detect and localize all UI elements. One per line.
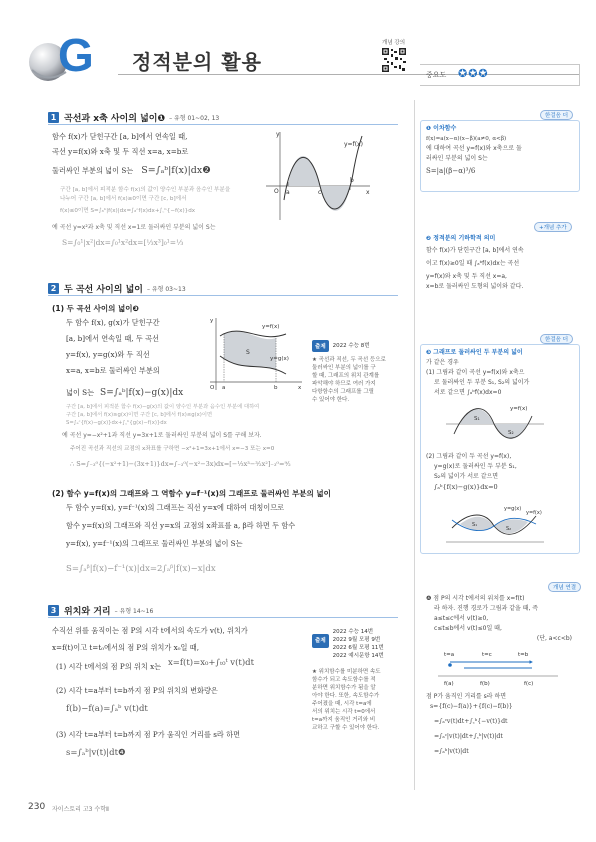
section-3-exam-star <box>312 668 402 732</box>
sidebar-tag-4: 개념 연결 <box>548 582 581 592</box>
note3-g1-f-label: y=f(x) <box>510 406 528 412</box>
section-3-intro <box>52 624 307 654</box>
section-3-exam-4: 2022 예시문항 14번 <box>332 653 384 659</box>
section-3-exam-1: 2022 수능 14번 <box>332 629 374 635</box>
section-2-item-1-formula-label: 넓이 S는 <box>66 388 95 397</box>
section-2-item-1-line-3: y=f(x), y=g(x)와 두 직선 <box>66 350 150 359</box>
sidebar-note-3-title: ❸ 그래프로 둘러싸인 두 부분의 넓이 <box>426 349 523 356</box>
section-1-number: 1 <box>48 112 59 123</box>
section-2-item-2-line-3: y=f(x), y=f⁻¹(x)의 그래프로 둘러싸인 부분의 넓이 S는 <box>66 539 243 548</box>
section-2-exam-text: 2022 수능 8번 <box>332 343 370 349</box>
section-3-star-line-5: 주어졌을 때, 시각 t=a에 <box>312 701 372 707</box>
section-3-star-line-3: 분하면 위치함수가 됨을 알 <box>312 685 376 691</box>
sidebar-note-3-l2-2: y=g(x)로 둘러싸인 두 부분 S₁, <box>434 463 517 470</box>
sidebar-note-3-graph-2 <box>440 500 550 550</box>
area-under-curve-graph <box>262 128 374 224</box>
sidebar-note-3 <box>426 348 578 398</box>
sidebar-note-1-line-2: 에 대하여 곡선 y=f(x)와 x축으로 둘 <box>426 145 522 152</box>
section-2-item-1-note <box>66 403 326 427</box>
sidebar-note-2-line-3: y=f(x)와 x축 및 두 직선 x=a, <box>426 273 507 280</box>
section-2-number: 2 <box>48 283 59 294</box>
section-3-intro-line-1: 수직선 위를 움직이는 점 P의 시각 t에서의 속도가 v(t), 위치가 <box>52 626 248 635</box>
note4-f-c: f(c) <box>524 681 534 687</box>
section-3-title: 위치와 거리 <box>64 607 111 617</box>
sidebar-note-2-line-2: 이고 f(x)≥0일 때 ∫ₐᵇf(x)dx는 곡선 <box>426 260 520 267</box>
section-2-item-1-line-1: 두 함수 f(x), g(x)가 닫힌구간 <box>66 318 160 327</box>
sidebar-note-4-f3: =∫ₐᶜ|v(t)|dt+∫꜀ᵇ|v(t)|dt <box>434 733 503 740</box>
section-1-definition <box>52 130 282 177</box>
sidebar-tag-3: 한걸음 더 <box>540 334 573 344</box>
section-1-line-2: 곡선 y=f(x)와 x축 및 두 직선 x=a, x=b로 <box>52 147 189 156</box>
sidebar-note-3-graph-1 <box>440 398 550 450</box>
section-3-heading <box>48 604 153 617</box>
section-2-example-line-1: 예 곡선 y=−x²+1과 직선 y=3x+1로 둘러싸인 부분의 넓이 S를 구해 보자. <box>62 432 262 439</box>
section-2-item-2-body <box>66 501 406 550</box>
section-2-item-1-body <box>66 316 216 377</box>
section-1-line-3 <box>52 164 282 177</box>
graph-2-x-label: x <box>298 385 302 391</box>
section-2-star-line-2: 둘러싸인 부분의 넓이를 구 <box>312 365 376 371</box>
section-2-exam-tag <box>312 340 370 352</box>
graph-1-curve-label: y=f(x) <box>344 141 363 148</box>
section-2-exam-star <box>312 356 400 404</box>
section-2-item-2-title: (2) 함수 y=f(x)의 그래프와 그 역함수 y=f⁻¹(x)의 그래프로 둘러싸인 부분의 넓이 <box>52 489 331 498</box>
sidebar-note-4-line-3: a≤t≤c에서 v(t)≥0, <box>434 615 489 622</box>
section-3-star-line-2: 함수가 되고 속도함수를 적 <box>312 677 376 683</box>
graph-1-c: c <box>318 189 322 196</box>
sidebar-note-1-line-3: 러싸인 부분의 넓이 S는 <box>426 155 488 162</box>
note3-g2-s2-label: S₂ <box>506 526 512 532</box>
section-1-note-2: 나누어 구간 [a, b]에서 f(x)≥0이면 구간 [c, b]에서 <box>60 196 187 202</box>
section-2-item-1-title: (1) 두 곡선 사이의 넓이❸ <box>52 304 139 313</box>
section-3-number: 3 <box>48 605 59 616</box>
sidebar-note-4-f2: =∫ₐᶜv(t)dt+∫꜀ᵇ{−v(t)}dt <box>434 718 508 725</box>
section-2-item-1-line-2: [a, b]에서 연속일 때, 두 곡선 <box>66 334 159 343</box>
note4-point-p <box>448 663 452 667</box>
section-2-title: 두 곡선 사이의 넓이 <box>64 285 143 295</box>
sidebar-note-3-l2-4: ∫ₐᵇ{f(x)−g(x)}dx=0 <box>434 483 498 491</box>
importance-label: 중요도 <box>426 71 447 79</box>
section-2-star-line-6: 수 있어야 한다. <box>312 397 350 403</box>
section-1-line-1: 함수 f(x)가 닫힌구간 [a, b]에서 연속일 때, <box>52 132 188 141</box>
section-3-exam-2: 2022 9월 모평 9번 <box>332 637 381 643</box>
section-1-heading <box>48 111 219 124</box>
page-title: 정적분의 활용 <box>132 50 262 74</box>
section-3-exam-list <box>333 628 384 660</box>
section-3-intro-line-2: x=f(t)이고 t=t₀에서의 점 P의 위치가 x₀일 때, <box>52 643 199 652</box>
section-3-exam-tag <box>312 628 384 660</box>
note4-t-c: t=c <box>482 652 492 658</box>
section-2-star-line-5: 다항함수의 그래프를 그릴 <box>312 389 374 395</box>
graph-1-origin: O <box>274 188 279 195</box>
sidebar-tag-1: 한걸음 더 <box>540 110 573 120</box>
section-2-star-line-1: ★ 곡선과 직선, 두 곡선 등으로 <box>312 357 386 363</box>
section-3-exam-3: 2022 6월 모평 11번 <box>332 645 384 651</box>
book-title: 자이스토리 고3 수학Ⅱ <box>52 806 109 813</box>
note4-t-b: t=b <box>518 652 529 658</box>
section-3-item-2: (2) 시각 t=a부터 t=b까지 점 P의 위치의 변화량은 <box>56 686 218 695</box>
graph-2-y-label: y <box>210 318 214 324</box>
section-1-note-3: f(x)≤0이면 S=∫ₐᵇ|f(x)|dx=∫ₐᶜf(x)dx+∫꜀ᵇ{−f(x)}dx <box>60 208 196 214</box>
sidebar-note-2 <box>426 234 578 292</box>
section-2-item-1-formula-row <box>66 388 183 398</box>
note3-g2-g-label: y=g(x) <box>504 506 522 512</box>
sidebar-note-4-after: 점 P가 움직인 거리를 s라 하면 <box>426 693 507 700</box>
qr-label: 개념 강의 <box>382 40 406 46</box>
section-3-item-1-formula: x=f(t)=x₀+∫ₜ₀ᵗ v(t)dt <box>168 658 254 668</box>
section-3-item-2-formula: f(b)−f(a)=∫ₐᵇ v(t)dt <box>66 704 148 714</box>
section-1-rule <box>48 124 398 125</box>
sidebar-note-4-derivation <box>426 692 578 757</box>
area-between-curves-graph <box>206 314 306 394</box>
sidebar-note-1-formula: S=|a|(β−α)³/6 <box>426 167 476 175</box>
sidebar-note-4-path-diagram <box>434 648 564 688</box>
section-3-item-3: (3) 시각 t=a부터 t=b까지 점 P가 움직인 거리를 s라 하면 <box>56 730 241 739</box>
section-2-types: – 유형 03~13 <box>146 286 186 293</box>
section-3-star-line-7: t=a까지 움직인 거리와 비 <box>312 717 376 723</box>
sidebar-note-1-title: ❶ 이차함수 <box>426 125 457 132</box>
section-3-star-line-6: 서의 위치는 시각 t=0에서 <box>312 709 376 715</box>
sidebar-note-4-f1: s={f(c)−f(a)}+{f(c)−f(b)} <box>430 703 513 710</box>
sidebar-note-3-l1-3: 서로 같으면 ∫ₐᵇf(x)dx=0 <box>434 389 502 396</box>
graph-2-g-label: y=g(x) <box>270 356 289 362</box>
section-2-item-1-note-1: 구간 [a, b]에서 피적분 함수 f(x)−g(x)의 값이 양수인 부분과 음수인 부분에 대하여 <box>66 404 260 410</box>
note4-t-a: t=a <box>444 652 455 658</box>
note4-f-a: f(a) <box>444 681 454 687</box>
section-2-example-formula: ∴ S=∫₋₃⁰{(−x²+1)−(3x+1)}dx=∫₋₃⁰(−x²−3x)dx=[−⅓x³−³⁄₂x²]₋₃⁰=⁹⁄₂ <box>70 460 291 468</box>
section-2-item-1-note-3: S=∫ₐᶜ{f(x)−g(x)}dx+∫꜀ᵇ{g(x)−f(x)}dx <box>66 420 167 426</box>
section-3-types: – 유형 14~16 <box>114 608 154 615</box>
section-3-star-line-8: 교하고 구할 수 있어야 한다. <box>312 725 380 731</box>
graph-1-y-label: y <box>276 131 280 138</box>
section-2-rule <box>48 295 398 296</box>
section-1-example-formula: S=∫₀¹|x²|dx=∫₀¹x²dx=[⅓x³]₀¹=⅓ <box>62 238 184 247</box>
section-1-note-1: 구간 [a, b]에서 피적분 함수 f(x)의 값이 양수인 부분과 음수인 부분을 <box>60 187 231 193</box>
note4-f-b: f(b) <box>480 681 490 687</box>
graph-2-s-label: S <box>246 349 250 356</box>
sidebar-note-4 <box>426 594 578 644</box>
section-3-exam-badge: 출제 <box>312 634 329 648</box>
section-3-rule <box>48 617 398 618</box>
section-2-star-line-4: 파악해야 하므로 여러 가지 <box>312 381 376 387</box>
sidebar-note-3-l1-2: 로 둘러싸인 두 부분 S₁, S₂의 넓이가 <box>434 379 530 386</box>
sidebar-note-2-line-1: 함수 f(x)가 닫힌구간 [a, b]에서 연속 <box>426 247 524 254</box>
section-2-item-2-line-1: 두 함수 y=f(x), y=f⁻¹(x)의 그래프는 직선 y=x에 대하여 대칭이므로 <box>66 503 285 512</box>
section-2-item-1-formula: S=∫ₐᵇ|f(x)−g(x)|dx <box>100 388 184 398</box>
sidebar-note-2-line-4: x=b로 둘러싸인 도형의 넓이와 같다. <box>426 283 524 290</box>
sidebar-note-1 <box>426 124 576 176</box>
graph-2-f-label: y=f(x) <box>262 324 280 330</box>
graph-1-b: b <box>350 177 354 184</box>
section-3-star-line-1: ★ 위치함수를 미분하면 속도 <box>312 669 381 675</box>
section-2-exam-badge: 출제 <box>312 340 329 352</box>
graph-2-origin: O <box>210 385 215 391</box>
importance-stars: ✪✪✪ <box>458 67 489 80</box>
sidebar-note-4-line-4: c≤t≤b에서 v(t)≤0일 때, <box>434 625 502 632</box>
sidebar-note-3-l1-1: (1) 그림과 같이 곡선 y=f(x)와 x축으 <box>426 369 525 376</box>
sidebar-note-1-line-1: f(x)=a(x−α)(x−β)(a≠0, α<β) <box>426 136 507 142</box>
sidebar-note-4-cond: (단, a<c<b) <box>536 635 572 642</box>
sidebar-note-2-title: ❷ 정적분의 기하학적 의미 <box>426 235 496 242</box>
graph-1-x-label: x <box>366 189 370 196</box>
section-2-example-line-2: 주어진 곡선과 직선의 교점의 x좌표를 구하면 −x²+1=3x+1에서 x=−3 또는 x=0 <box>70 446 275 452</box>
section-2-item-2-formula: S=∫ₐᵝ|f(x)−f⁻¹(x)|dx=2∫ₐᵝ|f(x)−x|dx <box>66 564 216 574</box>
sidebar-note-4-line-2: 라 하자. 진행 경로가 그림과 같을 때, 즉 <box>434 605 539 612</box>
section-1-title: 곡선과 x축 사이의 넓이❶ <box>64 114 166 124</box>
sidebar-note-3-sub: 가 같은 경우 <box>426 359 459 366</box>
section-3-item-1: (1) 시각 t에서의 점 P의 위치 x는 <box>56 662 162 671</box>
sidebar-note-3-l2-1: (2) 그림과 같이 두 곡선 y=f(x), <box>426 453 512 460</box>
section-2-item-2-line-2: 함수 y=f(x)의 그래프와 직선 y=x의 교점의 x좌표를 a, β라 하면 두 함수 <box>66 521 296 530</box>
qr-code-icon[interactable] <box>381 47 407 73</box>
note3-g1-s2-label: S₂ <box>508 430 514 436</box>
section-2-item-1-note-2: 구간 [a, b]에서 f(x)≥g(x)이면 구간 [c, b]에서 f(x)≤g(x)이면 <box>66 412 213 418</box>
sidebar-divider <box>414 100 415 790</box>
note3-g2-f-label: y=f(x) <box>526 510 542 516</box>
section-1-formula: S=∫ₐᵇ|f(x)|dx❷ <box>141 165 211 176</box>
note3-g1-s1-label: S₁ <box>474 416 480 422</box>
graph-1-a: a <box>286 189 290 196</box>
sidebar-note-4-f4: =∫ₐᵇ|v(t)|dt <box>434 748 469 755</box>
section-2-item-1-line-4: x=a, x=b로 둘러싸인 부분의 <box>66 366 160 375</box>
chapter-letter: G <box>58 29 94 81</box>
note3-g2-s1-label: S₁ <box>472 522 478 528</box>
graph-2-a: a <box>222 385 226 391</box>
section-1-types: – 유형 01~02, 13 <box>169 115 220 122</box>
graph-2-b: b <box>274 385 278 391</box>
sidebar-note-3-part-2 <box>426 452 578 492</box>
section-1-area-label: 둘러싸인 부분의 넓이 S는 <box>52 166 134 175</box>
section-3-item-3-formula: s=∫ₐᵇ|v(t)|dt❹ <box>66 748 126 758</box>
section-1-example: 예 곡선 y=x²과 x축 및 직선 x=1로 둘러싸인 부분의 넓이 S는 <box>52 224 216 231</box>
section-3-star-line-4: 아야 한다. 또한, 속도함수가 <box>312 693 380 699</box>
page-number: 230 <box>28 802 46 812</box>
sidebar-note-3-l2-3: S₂의 넓이가 서로 같으면 <box>434 473 499 480</box>
section-2-star-line-3: 할 때, 그래프의 위치 관계를 <box>312 373 380 379</box>
section-2-heading <box>48 282 186 295</box>
sidebar-note-4-line-1: ❹ 점 P의 시각 t에서의 위치를 x=f(t) <box>426 595 525 602</box>
sidebar-tag-2: +개념 추가 <box>534 222 572 232</box>
